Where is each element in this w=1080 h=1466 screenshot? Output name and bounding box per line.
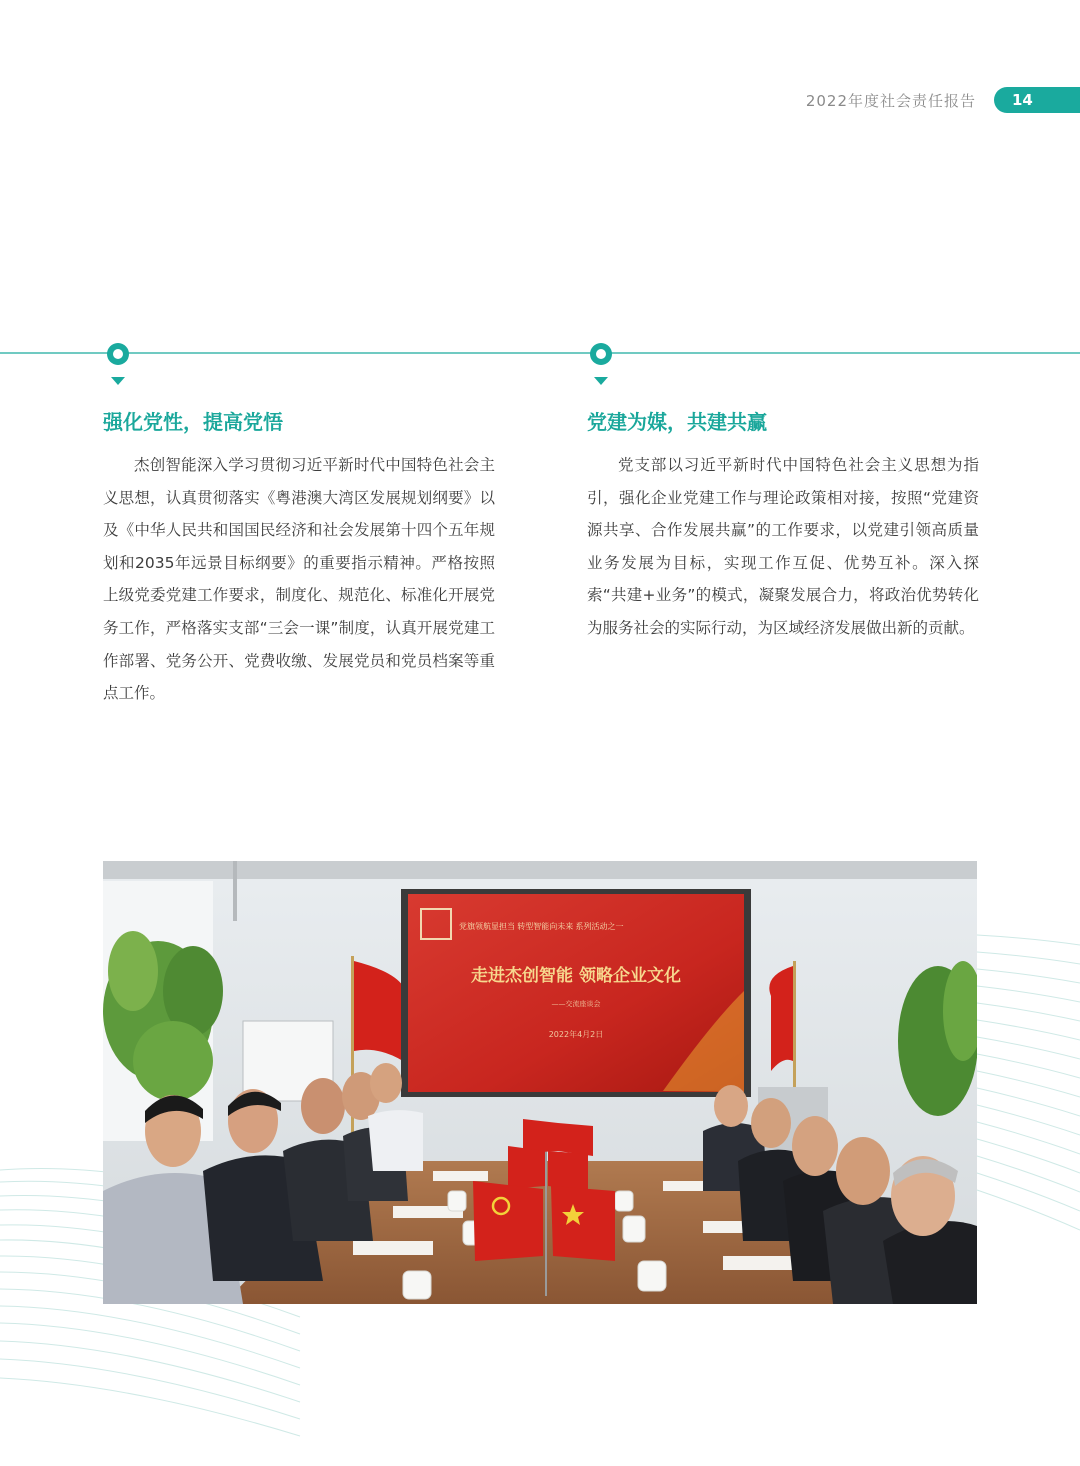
location-pin-icon [590, 343, 612, 385]
screen-headline-main: 走进杰创智能 领略企业文化 [471, 966, 681, 986]
page-number-tab [994, 87, 1080, 113]
section-body: 杰创智能深入学习贯彻习近平新时代中国特色社会主义思想，认真贯彻落实《粤港澳大湾区发展规划纲要》以及《中华人民共和国国民经济和社会发展第十四个五年规划和2035年远景目标纲要》的重要指示精神。严格按照上级党委党建工作要求，制度化、规范化、标准化开展党务工作，严格落实支部“三会一课”制度，认真开展党建工作部署、党务公开、党费收缴、发展党员和党员档案等重点工作。 [103, 456, 495, 703]
section-body: 党支部以习近平新时代中国特色社会主义思想为指引，强化企业党建工作与理论政策相对接，按照“党建资源共享、合作发展共赢”的工作要求，以党建引领高质量业务发展为目标，实现工作互促、优势互补。深入探索“共建+业务”的模式，凝聚发展合力，将政治优势转化为服务社会的实际行动，为区域经济发展做出新的贡献。 [587, 456, 979, 637]
meeting-photo-illustration [103, 861, 977, 1304]
page-number: 14 [1012, 91, 1033, 109]
section-title: 党建为媒，共建共赢 [587, 410, 767, 434]
report-title: 2022年度社会责任报告 [805, 92, 976, 110]
decorative-wave-lines-right [977, 935, 1080, 1230]
screen-headline-top: 党旗领航显担当 转型智能向未来 系列活动之一 [459, 922, 624, 931]
section-title: 强化党性，提高党悟 [103, 410, 283, 434]
screen-date: 2022年4月2日 [548, 1030, 604, 1039]
section-party-building-cooperation [587, 408, 979, 645]
meeting-photo [103, 861, 977, 1304]
section-party-spirit [103, 408, 495, 710]
location-pin-icon [107, 343, 129, 385]
screen-subtitle: ——交流座谈会 [551, 1000, 601, 1008]
